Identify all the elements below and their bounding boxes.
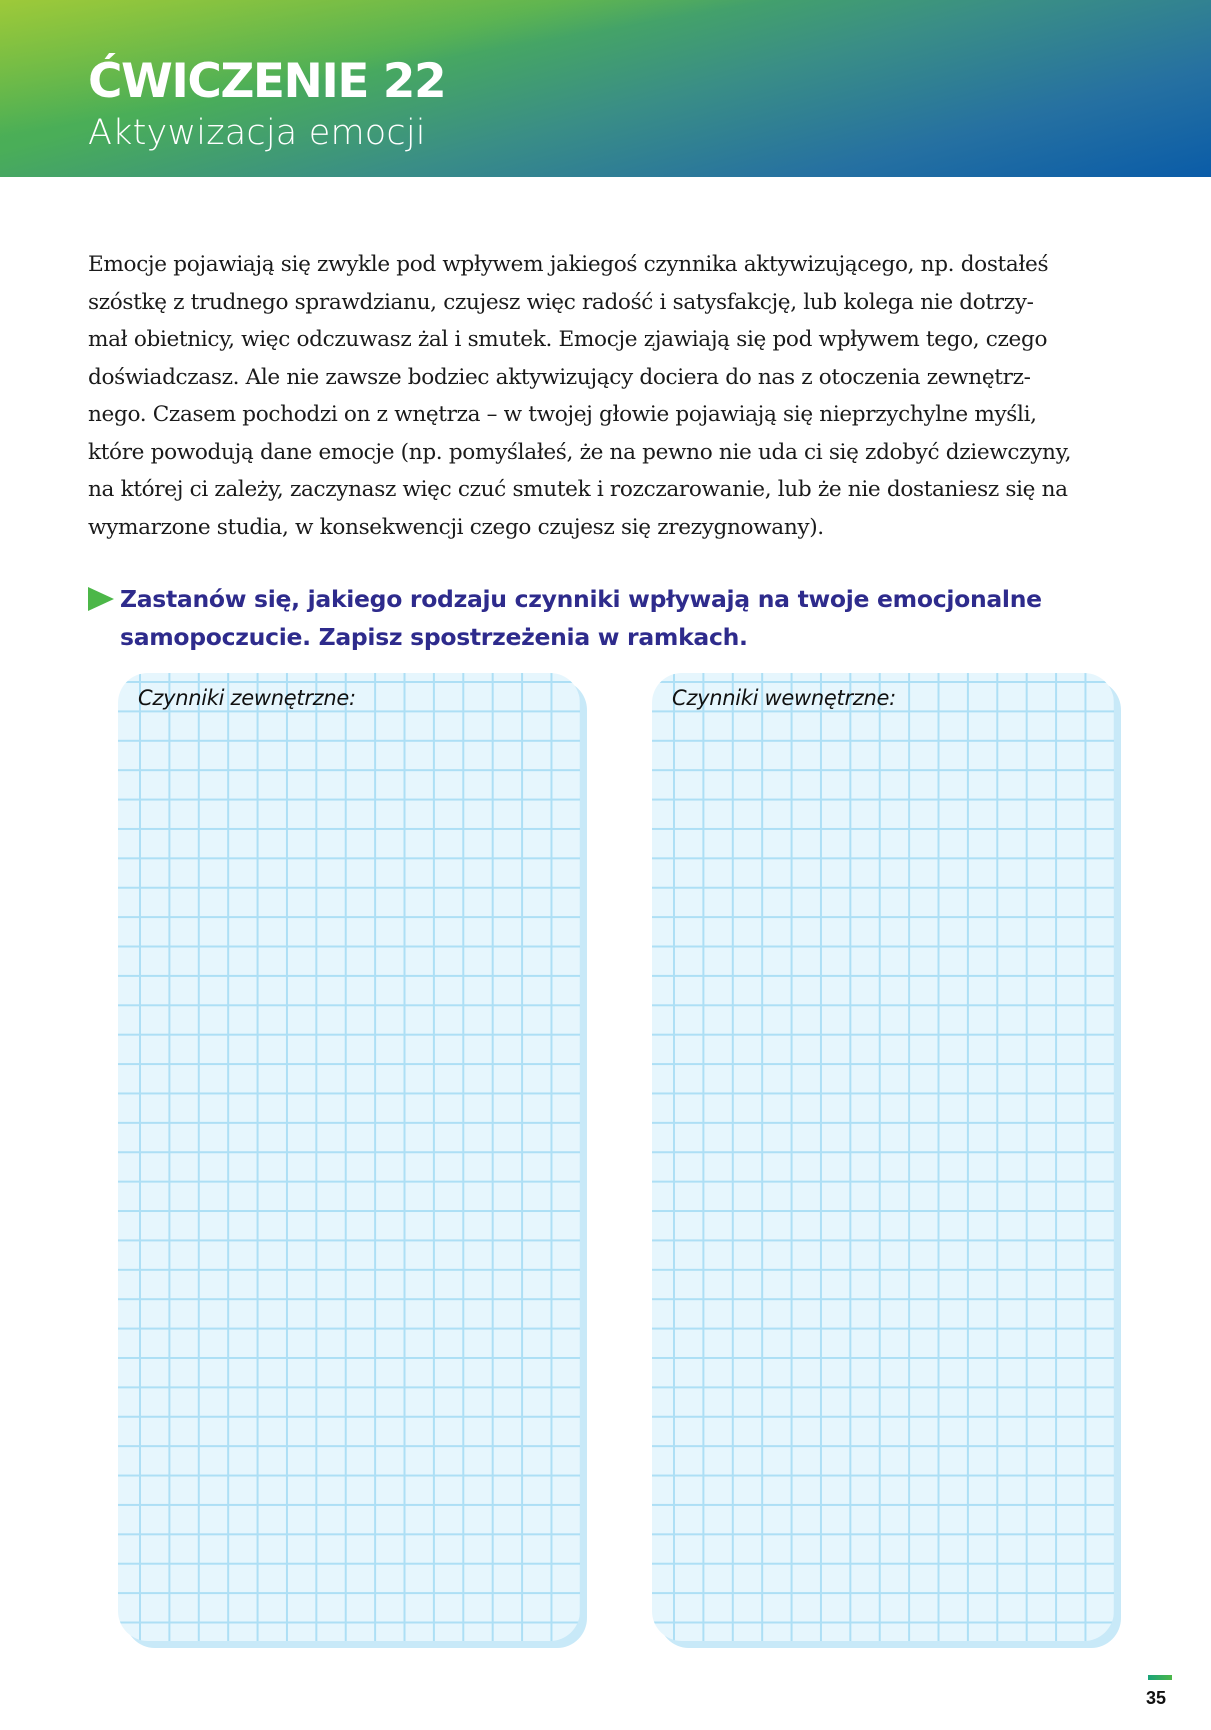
paragraph-line: wymarzone studia, w konsekwencji czego czujesz się zrezygnowany). [88,514,824,540]
play-triangle-icon [88,587,114,611]
exercise-title: ĆWICZENIE 22 [88,54,446,109]
intro-paragraph [88,246,1124,546]
internal-factors-label: Czynniki wewnętrzne: [672,686,896,710]
instruction-text [120,580,1042,656]
paragraph-line: doświadczasz. Ale nie zawsze bodziec aktywizujący dociera do nas z otoczenia zewnętrz- [88,364,1031,390]
page-number-accent-bar [1148,1675,1172,1680]
paragraph-line: Emocje pojawiają się zwykle pod wpływem jakiegoś czynnika aktywizującego, np. dostałeś [88,252,1049,277]
internal-factors-writing-box[interactable] [652,673,1114,1641]
external-factors-label: Czynniki zewnętrzne: [138,686,356,710]
paragraph-line: które powodują dane emocje (np. pomyślałeś, że na pewno nie uda ci się zdobyć dziewczyny, [88,439,1072,465]
paragraph-line: mał obietnicy, więc odczuwasz żal i smutek. Emocje zjawiają się pod wpływem tego, czego [88,327,1048,352]
external-factors-writing-box[interactable] [118,673,580,1641]
page-number: 35 [1146,1688,1167,1708]
paragraph-line: na której ci zależy, zaczynasz więc czuć smutek i rozczarowanie, lub że nie dostaniesz się na [88,477,1068,502]
instruction-line: samopoczucie. Zapisz spostrzeżenia w ramkach. [120,623,748,651]
paragraph-line: nego. Czasem pochodzi on z wnętrza – w twojej głowie pojawiają się nieprzychylne myśli, [88,402,1037,427]
exercise-subtitle: Aktywizacja emocji [88,113,426,153]
paragraph-line: szóstkę z trudnego sprawdzianu, czujesz więc radość i satysfakcję, lub kolega nie dotrzy- [88,289,1034,315]
instruction-line: Zastanów się, jakiego rodzaju czynniki wpływają na twoje emocjonalne [120,585,1042,613]
exercise-header [0,0,1211,177]
